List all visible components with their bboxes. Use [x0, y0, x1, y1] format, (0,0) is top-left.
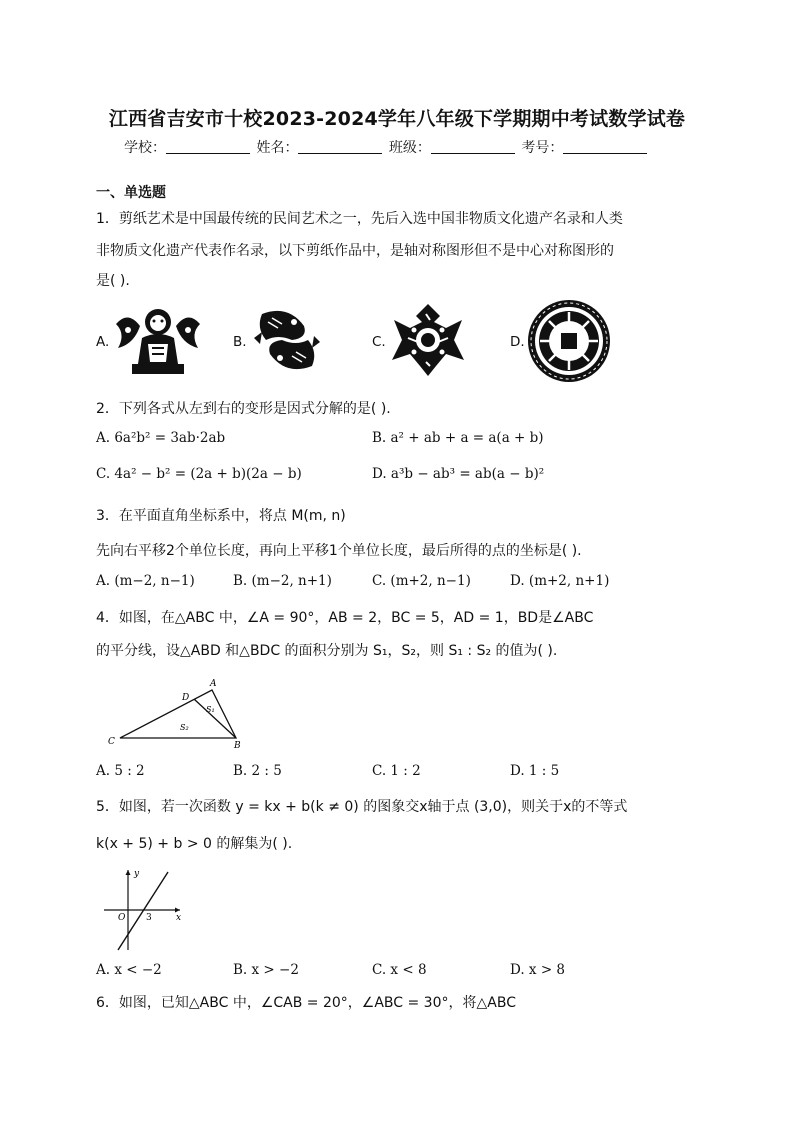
q1-option-a-label: A.	[96, 334, 110, 350]
school-label: 学校：	[124, 140, 166, 156]
name-blank[interactable]	[298, 139, 382, 154]
q4-label-a: A	[210, 679, 217, 689]
q5-option-b: B. x > −2	[233, 962, 299, 978]
q5-line2: k(x + 5) + b > 0 的解集为( ).	[96, 836, 293, 852]
q4-option-b: B. 2 : 5	[233, 763, 282, 779]
q2-option-a: A. 6a²b² = 3ab·2ab	[96, 430, 226, 446]
q3-option-d: D. (m+2, n+1)	[510, 573, 610, 589]
q1-option-b-label: B.	[233, 334, 247, 350]
q4-line2: 的平分线，设△ABD 和△BDC 的面积分别为 S₁，S₂，则 S₁ : S₂ 的值为( ).	[96, 643, 558, 659]
q5-label-y: y	[134, 869, 140, 879]
q1-line1: 1．剪纸艺术是中国最传统的民间艺术之一，先后入选中国非物质文化遗产名录和人类	[96, 211, 623, 227]
q4-option-c: C. 1 : 2	[372, 763, 421, 779]
q1-line2: 非物质文化遗产代表作名录，以下剪纸作品中，是轴对称图形但不是中心对称图形的	[96, 243, 614, 259]
q1-line3: 是( ).	[96, 273, 130, 289]
q4-label-s1: S₁	[206, 705, 215, 714]
q5-label-3: 3	[146, 913, 152, 923]
q1-papercut-c-image	[388, 300, 468, 380]
q2-option-d: D. a³b − ab³ = ab(a − b)²	[372, 466, 545, 482]
section-heading: 一、单选题	[96, 185, 166, 201]
q4-option-d: D. 1 : 5	[510, 763, 560, 779]
number-blank[interactable]	[563, 139, 647, 154]
q1-papercut-b-image	[248, 304, 326, 376]
q4-label-b: B	[234, 741, 241, 751]
q1-papercut-d-image	[526, 298, 612, 384]
q3-stem: 3．在平面直角坐标系中，将点 M(m, n)	[96, 508, 346, 524]
q5-label-x: x	[176, 913, 182, 923]
q3-option-c: C. (m+2, n−1)	[372, 573, 471, 589]
q2-stem: 2．下列各式从左到右的变形是因式分解的是( ).	[96, 401, 391, 417]
q4-label-c: C	[108, 737, 115, 747]
q1-option-d-label: D.	[510, 334, 525, 350]
q5-option-a: A. x < −2	[96, 962, 162, 978]
student-info-line	[124, 137, 649, 157]
q3-option-b: B. (m−2, n+1)	[233, 573, 332, 589]
q5-stem: 5．如图，若一次函数 y = kx + b(k ≠ 0) 的图象交x轴于点 (3,0)，则关于x的不等式	[96, 799, 628, 815]
q2-option-c: C. 4a² − b² = (2a + b)(2a − b)	[96, 466, 302, 482]
q5-option-d: D. x > 8	[510, 962, 566, 978]
q5-label-origin: O	[118, 913, 126, 923]
q1-papercut-a-image	[112, 304, 204, 378]
class-blank[interactable]	[431, 139, 515, 154]
q4-label-d: D	[182, 693, 190, 703]
q4-option-a: A. 5 : 2	[96, 763, 145, 779]
q1-option-c-label: C.	[372, 334, 386, 350]
class-label: 班级：	[388, 140, 431, 156]
name-label: 姓名：	[256, 140, 299, 156]
q4-stem: 4．如图，在△ABC 中，∠A = 90°，AB = 2，BC = 5，AD = 1，BD是∠ABC	[96, 610, 594, 626]
q2-option-b: B. a² + ab + a = a(a + b)	[372, 430, 544, 446]
q3-line2: 先向右平移2个单位长度，再向上平移1个单位长度，最后所得的点的坐标是( ).	[96, 543, 582, 559]
number-label: 考号：	[521, 140, 564, 156]
q6-stem: 6．如图，已知△ABC 中，∠CAB = 20°，∠ABC = 30°，将△ABC	[96, 995, 516, 1011]
q5-option-c: C. x < 8	[372, 962, 427, 978]
q5-graph-figure	[96, 864, 186, 954]
school-blank[interactable]	[166, 139, 250, 154]
exam-title: 江西省吉安市十校2023-2024学年八年级下学期期中考试数学试卷	[108, 108, 686, 130]
q4-triangle-figure	[96, 670, 256, 752]
q4-label-s2: S₂	[180, 723, 189, 732]
q3-option-a: A. (m−2, n−1)	[96, 573, 195, 589]
